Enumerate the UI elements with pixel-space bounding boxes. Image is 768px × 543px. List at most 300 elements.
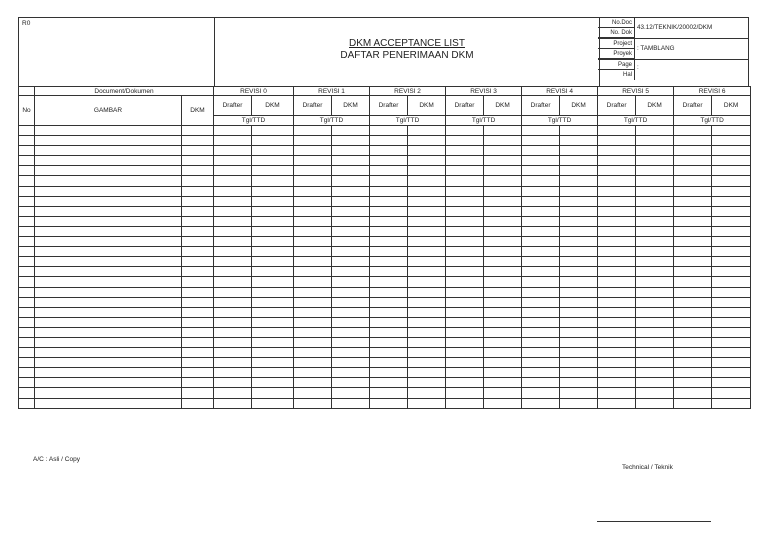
table-cell[interactable] xyxy=(712,287,751,297)
table-cell[interactable] xyxy=(446,388,484,398)
table-cell[interactable] xyxy=(252,277,294,287)
table-cell[interactable] xyxy=(560,368,598,378)
table-cell[interactable] xyxy=(484,176,522,186)
table-cell[interactable] xyxy=(674,287,712,297)
table-cell[interactable] xyxy=(560,337,598,347)
table-cell[interactable] xyxy=(712,388,751,398)
table-cell[interactable] xyxy=(674,196,712,206)
table-cell[interactable] xyxy=(182,358,214,368)
table-cell[interactable] xyxy=(636,216,674,226)
table-cell[interactable] xyxy=(294,166,332,176)
table-cell[interactable] xyxy=(35,388,182,398)
table-cell[interactable] xyxy=(598,378,636,388)
table-cell[interactable] xyxy=(712,337,751,347)
table-cell[interactable] xyxy=(674,206,712,216)
table-cell[interactable] xyxy=(484,368,522,378)
table-cell[interactable] xyxy=(712,206,751,216)
table-cell[interactable] xyxy=(294,216,332,226)
table-cell[interactable] xyxy=(522,307,560,317)
table-cell[interactable] xyxy=(636,337,674,347)
table-cell[interactable] xyxy=(712,257,751,267)
table-cell[interactable] xyxy=(598,337,636,347)
table-cell[interactable] xyxy=(598,196,636,206)
table-cell[interactable] xyxy=(636,126,674,136)
table-cell[interactable] xyxy=(182,267,214,277)
table-cell[interactable] xyxy=(598,317,636,327)
table-cell[interactable] xyxy=(636,388,674,398)
table-cell[interactable] xyxy=(522,126,560,136)
table-cell[interactable] xyxy=(294,348,332,358)
table-cell[interactable] xyxy=(712,216,751,226)
table-cell[interactable] xyxy=(332,206,370,216)
table-cell[interactable] xyxy=(484,146,522,156)
table-cell[interactable] xyxy=(332,398,370,408)
table-cell[interactable] xyxy=(674,368,712,378)
table-cell[interactable] xyxy=(252,136,294,146)
table-cell[interactable] xyxy=(35,176,182,186)
table-cell[interactable] xyxy=(19,247,35,257)
table-cell[interactable] xyxy=(408,388,446,398)
table-cell[interactable] xyxy=(636,287,674,297)
table-cell[interactable] xyxy=(598,226,636,236)
table-cell[interactable] xyxy=(182,216,214,226)
table-cell[interactable] xyxy=(446,226,484,236)
table-cell[interactable] xyxy=(35,136,182,146)
table-cell[interactable] xyxy=(522,186,560,196)
table-cell[interactable] xyxy=(598,358,636,368)
table-cell[interactable] xyxy=(484,378,522,388)
table-cell[interactable] xyxy=(370,317,408,327)
table-cell[interactable] xyxy=(332,237,370,247)
table-cell[interactable] xyxy=(408,368,446,378)
table-cell[interactable] xyxy=(214,247,252,257)
table-cell[interactable] xyxy=(332,297,370,307)
table-cell[interactable] xyxy=(598,307,636,317)
table-cell[interactable] xyxy=(19,378,35,388)
table-cell[interactable] xyxy=(636,247,674,257)
table-cell[interactable] xyxy=(332,156,370,166)
table-cell[interactable] xyxy=(182,247,214,257)
table-cell[interactable] xyxy=(332,176,370,186)
table-cell[interactable] xyxy=(252,196,294,206)
table-cell[interactable] xyxy=(370,186,408,196)
table-cell[interactable] xyxy=(214,257,252,267)
table-cell[interactable] xyxy=(712,368,751,378)
table-cell[interactable] xyxy=(560,186,598,196)
table-cell[interactable] xyxy=(214,176,252,186)
table-cell[interactable] xyxy=(446,176,484,186)
table-cell[interactable] xyxy=(674,297,712,307)
table-cell[interactable] xyxy=(484,237,522,247)
table-cell[interactable] xyxy=(214,186,252,196)
table-cell[interactable] xyxy=(446,317,484,327)
table-cell[interactable] xyxy=(598,287,636,297)
table-cell[interactable] xyxy=(252,267,294,277)
table-cell[interactable] xyxy=(712,186,751,196)
table-cell[interactable] xyxy=(636,327,674,337)
table-cell[interactable] xyxy=(182,398,214,408)
table-cell[interactable] xyxy=(332,337,370,347)
table-cell[interactable] xyxy=(484,136,522,146)
table-cell[interactable] xyxy=(712,156,751,166)
table-cell[interactable] xyxy=(636,267,674,277)
table-cell[interactable] xyxy=(560,146,598,156)
table-cell[interactable] xyxy=(35,247,182,257)
table-cell[interactable] xyxy=(182,176,214,186)
table-cell[interactable] xyxy=(332,327,370,337)
table-cell[interactable] xyxy=(214,166,252,176)
table-cell[interactable] xyxy=(408,277,446,287)
table-cell[interactable] xyxy=(484,287,522,297)
table-cell[interactable] xyxy=(19,216,35,226)
table-cell[interactable] xyxy=(182,126,214,136)
table-cell[interactable] xyxy=(598,146,636,156)
table-cell[interactable] xyxy=(446,358,484,368)
table-cell[interactable] xyxy=(35,307,182,317)
table-cell[interactable] xyxy=(332,388,370,398)
table-cell[interactable] xyxy=(408,307,446,317)
table-cell[interactable] xyxy=(522,216,560,226)
table-cell[interactable] xyxy=(484,216,522,226)
table-cell[interactable] xyxy=(332,277,370,287)
table-cell[interactable] xyxy=(484,166,522,176)
table-cell[interactable] xyxy=(332,196,370,206)
table-cell[interactable] xyxy=(408,136,446,146)
table-cell[interactable] xyxy=(19,337,35,347)
table-cell[interactable] xyxy=(35,287,182,297)
table-cell[interactable] xyxy=(35,126,182,136)
table-cell[interactable] xyxy=(636,237,674,247)
table-cell[interactable] xyxy=(19,267,35,277)
table-cell[interactable] xyxy=(294,327,332,337)
table-cell[interactable] xyxy=(560,196,598,206)
table-cell[interactable] xyxy=(294,297,332,307)
table-cell[interactable] xyxy=(252,216,294,226)
table-cell[interactable] xyxy=(370,226,408,236)
table-cell[interactable] xyxy=(214,388,252,398)
table-cell[interactable] xyxy=(182,368,214,378)
table-cell[interactable] xyxy=(636,226,674,236)
table-cell[interactable] xyxy=(598,176,636,186)
table-cell[interactable] xyxy=(522,388,560,398)
table-cell[interactable] xyxy=(598,166,636,176)
table-cell[interactable] xyxy=(712,277,751,287)
table-cell[interactable] xyxy=(252,378,294,388)
table-cell[interactable] xyxy=(522,226,560,236)
table-cell[interactable] xyxy=(35,267,182,277)
table-cell[interactable] xyxy=(598,388,636,398)
table-cell[interactable] xyxy=(446,136,484,146)
table-cell[interactable] xyxy=(252,307,294,317)
table-cell[interactable] xyxy=(182,186,214,196)
table-cell[interactable] xyxy=(636,317,674,327)
table-cell[interactable] xyxy=(252,327,294,337)
table-cell[interactable] xyxy=(294,126,332,136)
table-cell[interactable] xyxy=(446,297,484,307)
table-cell[interactable] xyxy=(214,317,252,327)
table-cell[interactable] xyxy=(294,196,332,206)
table-cell[interactable] xyxy=(19,388,35,398)
table-cell[interactable] xyxy=(598,257,636,267)
table-cell[interactable] xyxy=(484,297,522,307)
table-cell[interactable] xyxy=(35,297,182,307)
table-cell[interactable] xyxy=(182,277,214,287)
table-cell[interactable] xyxy=(19,287,35,297)
table-cell[interactable] xyxy=(522,257,560,267)
table-cell[interactable] xyxy=(252,287,294,297)
table-cell[interactable] xyxy=(370,257,408,267)
table-cell[interactable] xyxy=(19,176,35,186)
table-cell[interactable] xyxy=(370,307,408,317)
table-cell[interactable] xyxy=(35,317,182,327)
table-cell[interactable] xyxy=(446,348,484,358)
table-cell[interactable] xyxy=(408,257,446,267)
table-cell[interactable] xyxy=(214,126,252,136)
table-cell[interactable] xyxy=(19,206,35,216)
table-cell[interactable] xyxy=(446,156,484,166)
table-cell[interactable] xyxy=(332,267,370,277)
table-cell[interactable] xyxy=(560,287,598,297)
table-cell[interactable] xyxy=(35,398,182,408)
table-cell[interactable] xyxy=(674,388,712,398)
table-cell[interactable] xyxy=(182,327,214,337)
table-cell[interactable] xyxy=(636,368,674,378)
table-cell[interactable] xyxy=(370,146,408,156)
table-cell[interactable] xyxy=(446,257,484,267)
table-cell[interactable] xyxy=(446,237,484,247)
table-cell[interactable] xyxy=(560,226,598,236)
table-cell[interactable] xyxy=(294,337,332,347)
table-cell[interactable] xyxy=(370,378,408,388)
table-cell[interactable] xyxy=(446,307,484,317)
table-cell[interactable] xyxy=(35,186,182,196)
table-cell[interactable] xyxy=(598,156,636,166)
table-cell[interactable] xyxy=(252,146,294,156)
table-cell[interactable] xyxy=(484,196,522,206)
table-cell[interactable] xyxy=(636,206,674,216)
table-cell[interactable] xyxy=(19,166,35,176)
table-cell[interactable] xyxy=(35,257,182,267)
table-cell[interactable] xyxy=(182,348,214,358)
table-cell[interactable] xyxy=(522,136,560,146)
table-cell[interactable] xyxy=(522,206,560,216)
table-cell[interactable] xyxy=(522,287,560,297)
table-cell[interactable] xyxy=(332,226,370,236)
table-cell[interactable] xyxy=(252,186,294,196)
table-cell[interactable] xyxy=(294,136,332,146)
table-cell[interactable] xyxy=(636,348,674,358)
table-cell[interactable] xyxy=(560,156,598,166)
table-cell[interactable] xyxy=(598,348,636,358)
table-cell[interactable] xyxy=(370,327,408,337)
table-cell[interactable] xyxy=(294,247,332,257)
table-cell[interactable] xyxy=(674,358,712,368)
table-cell[interactable] xyxy=(408,206,446,216)
table-cell[interactable] xyxy=(252,337,294,347)
table-cell[interactable] xyxy=(19,327,35,337)
table-cell[interactable] xyxy=(332,307,370,317)
table-cell[interactable] xyxy=(446,378,484,388)
table-cell[interactable] xyxy=(19,196,35,206)
table-cell[interactable] xyxy=(408,348,446,358)
table-cell[interactable] xyxy=(484,156,522,166)
table-cell[interactable] xyxy=(522,176,560,186)
table-cell[interactable] xyxy=(370,136,408,146)
table-cell[interactable] xyxy=(598,206,636,216)
table-cell[interactable] xyxy=(19,277,35,287)
table-cell[interactable] xyxy=(674,216,712,226)
table-cell[interactable] xyxy=(252,126,294,136)
table-cell[interactable] xyxy=(182,337,214,347)
table-cell[interactable] xyxy=(252,358,294,368)
table-cell[interactable] xyxy=(636,277,674,287)
table-cell[interactable] xyxy=(214,226,252,236)
table-cell[interactable] xyxy=(598,327,636,337)
table-cell[interactable] xyxy=(370,297,408,307)
table-cell[interactable] xyxy=(252,156,294,166)
table-cell[interactable] xyxy=(560,277,598,287)
table-cell[interactable] xyxy=(370,358,408,368)
table-cell[interactable] xyxy=(408,337,446,347)
table-cell[interactable] xyxy=(370,348,408,358)
table-cell[interactable] xyxy=(712,297,751,307)
table-cell[interactable] xyxy=(560,398,598,408)
table-cell[interactable] xyxy=(484,226,522,236)
table-cell[interactable] xyxy=(484,327,522,337)
table-cell[interactable] xyxy=(408,358,446,368)
table-cell[interactable] xyxy=(408,166,446,176)
table-cell[interactable] xyxy=(598,136,636,146)
table-cell[interactable] xyxy=(712,307,751,317)
table-cell[interactable] xyxy=(560,206,598,216)
table-cell[interactable] xyxy=(522,196,560,206)
table-cell[interactable] xyxy=(214,237,252,247)
table-cell[interactable] xyxy=(522,267,560,277)
table-cell[interactable] xyxy=(636,257,674,267)
table-cell[interactable] xyxy=(19,317,35,327)
table-cell[interactable] xyxy=(182,196,214,206)
table-cell[interactable] xyxy=(182,257,214,267)
table-cell[interactable] xyxy=(214,358,252,368)
table-cell[interactable] xyxy=(408,327,446,337)
table-cell[interactable] xyxy=(294,368,332,378)
table-cell[interactable] xyxy=(446,146,484,156)
table-cell[interactable] xyxy=(214,216,252,226)
table-cell[interactable] xyxy=(522,317,560,327)
table-cell[interactable] xyxy=(522,166,560,176)
table-cell[interactable] xyxy=(332,136,370,146)
table-cell[interactable] xyxy=(712,398,751,408)
table-cell[interactable] xyxy=(19,348,35,358)
table-cell[interactable] xyxy=(712,126,751,136)
table-cell[interactable] xyxy=(522,247,560,257)
table-cell[interactable] xyxy=(712,327,751,337)
table-cell[interactable] xyxy=(214,337,252,347)
table-cell[interactable] xyxy=(712,247,751,257)
table-cell[interactable] xyxy=(408,237,446,247)
table-cell[interactable] xyxy=(408,216,446,226)
table-cell[interactable] xyxy=(35,216,182,226)
table-cell[interactable] xyxy=(19,126,35,136)
table-cell[interactable] xyxy=(408,186,446,196)
table-cell[interactable] xyxy=(332,186,370,196)
table-cell[interactable] xyxy=(182,146,214,156)
table-cell[interactable] xyxy=(712,196,751,206)
table-cell[interactable] xyxy=(636,186,674,196)
table-cell[interactable] xyxy=(484,398,522,408)
table-cell[interactable] xyxy=(252,247,294,257)
table-cell[interactable] xyxy=(636,398,674,408)
table-cell[interactable] xyxy=(636,176,674,186)
table-cell[interactable] xyxy=(674,327,712,337)
table-cell[interactable] xyxy=(408,226,446,236)
table-cell[interactable] xyxy=(294,287,332,297)
table-cell[interactable] xyxy=(522,297,560,307)
table-cell[interactable] xyxy=(484,257,522,267)
table-cell[interactable] xyxy=(484,307,522,317)
table-cell[interactable] xyxy=(182,237,214,247)
table-cell[interactable] xyxy=(522,327,560,337)
table-cell[interactable] xyxy=(35,156,182,166)
table-cell[interactable] xyxy=(19,257,35,267)
table-cell[interactable] xyxy=(560,378,598,388)
table-cell[interactable] xyxy=(674,126,712,136)
table-cell[interactable] xyxy=(252,206,294,216)
table-cell[interactable] xyxy=(252,297,294,307)
table-cell[interactable] xyxy=(598,126,636,136)
table-cell[interactable] xyxy=(712,378,751,388)
table-cell[interactable] xyxy=(598,237,636,247)
table-cell[interactable] xyxy=(370,216,408,226)
table-cell[interactable] xyxy=(712,358,751,368)
table-cell[interactable] xyxy=(19,297,35,307)
table-cell[interactable] xyxy=(182,166,214,176)
table-cell[interactable] xyxy=(712,136,751,146)
table-cell[interactable] xyxy=(446,247,484,257)
table-cell[interactable] xyxy=(560,267,598,277)
table-cell[interactable] xyxy=(560,247,598,257)
table-cell[interactable] xyxy=(446,186,484,196)
table-cell[interactable] xyxy=(214,206,252,216)
table-cell[interactable] xyxy=(522,348,560,358)
table-cell[interactable] xyxy=(370,206,408,216)
table-cell[interactable] xyxy=(252,317,294,327)
table-cell[interactable] xyxy=(408,126,446,136)
table-cell[interactable] xyxy=(636,297,674,307)
table-cell[interactable] xyxy=(598,297,636,307)
table-cell[interactable] xyxy=(370,237,408,247)
table-cell[interactable] xyxy=(674,348,712,358)
table-cell[interactable] xyxy=(214,287,252,297)
table-cell[interactable] xyxy=(35,358,182,368)
table-cell[interactable] xyxy=(522,146,560,156)
table-cell[interactable] xyxy=(560,327,598,337)
table-cell[interactable] xyxy=(446,337,484,347)
table-cell[interactable] xyxy=(484,277,522,287)
table-cell[interactable] xyxy=(294,186,332,196)
table-cell[interactable] xyxy=(182,388,214,398)
table-cell[interactable] xyxy=(182,136,214,146)
table-cell[interactable] xyxy=(522,378,560,388)
table-cell[interactable] xyxy=(294,206,332,216)
table-cell[interactable] xyxy=(522,237,560,247)
table-cell[interactable] xyxy=(370,277,408,287)
table-cell[interactable] xyxy=(370,196,408,206)
table-cell[interactable] xyxy=(712,267,751,277)
table-cell[interactable] xyxy=(712,226,751,236)
table-cell[interactable] xyxy=(522,277,560,287)
table-cell[interactable] xyxy=(214,156,252,166)
